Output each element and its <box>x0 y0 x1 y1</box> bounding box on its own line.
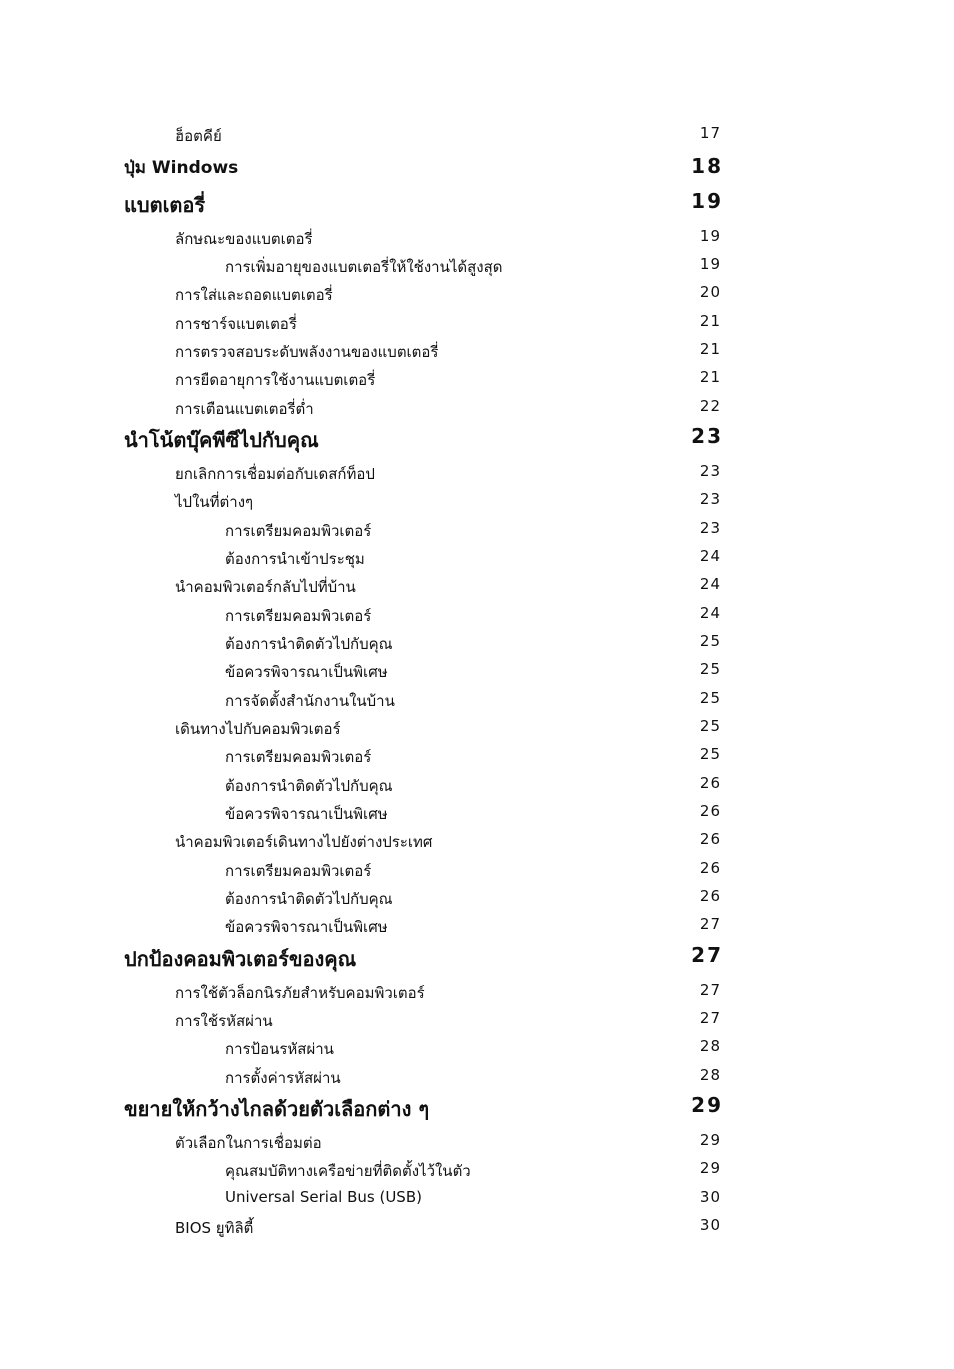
toc-subentry[interactable] <box>0 1188 954 1214</box>
toc-subentry-title: การเพิ่มอายุของแบตเตอรี่ให้ใช้งานได้สูงสุด <box>225 258 503 276</box>
toc-subentry-page: 26 <box>699 802 721 820</box>
toc-subentry-title: การเตรียมคอมพิวเตอร์ <box>225 748 372 766</box>
toc-subentry[interactable] <box>0 689 954 715</box>
toc-subentry[interactable] <box>0 519 954 545</box>
toc-subentry[interactable] <box>0 859 954 885</box>
toc-entry[interactable] <box>0 717 954 743</box>
toc-subentry[interactable] <box>0 887 954 913</box>
toc-chapter-page: 29 <box>691 1093 723 1117</box>
toc-entry-page: 25 <box>699 717 721 735</box>
toc-entry-page: 27 <box>699 1009 721 1027</box>
toc-subentry[interactable] <box>0 547 954 573</box>
toc-subentry-title: การป้อนรหัสผ่าน <box>225 1040 334 1058</box>
toc-subentry-page: 28 <box>699 1037 721 1055</box>
toc-entry-title: การใช้รหัสผ่าน <box>175 1012 273 1030</box>
toc-entry[interactable] <box>0 575 954 601</box>
toc-subentry[interactable] <box>0 1159 954 1185</box>
toc-chapter-page: 18 <box>691 154 723 178</box>
toc-entry-page: 20 <box>699 283 721 301</box>
toc-subentry-page: 25 <box>699 745 721 763</box>
toc-entry-title: ยกเลิกการเชื่อมต่อกับเดสก์ท็อป <box>175 465 375 483</box>
toc-subentry-page: 30 <box>699 1188 721 1206</box>
toc-entry[interactable] <box>0 1009 954 1035</box>
toc-subentry-title: ข้อควรพิจารณาเป็นพิเศษ <box>225 663 388 681</box>
toc-entry-title: เดินทางไปกับคอมพิวเตอร์ <box>175 720 341 738</box>
toc-entry[interactable] <box>0 397 954 423</box>
toc-entry-title: การเตือนแบตเตอรี่ต่ำ <box>175 400 314 418</box>
toc-subentry-page: 24 <box>699 547 721 565</box>
toc-subentry[interactable] <box>0 660 954 686</box>
toc-subentry-page: 26 <box>699 859 721 877</box>
toc-entry[interactable] <box>0 283 954 309</box>
toc-chapter-page: 27 <box>691 943 723 967</box>
toc-chapter-title: ปกป้องคอมพิวเตอร์ของคุณ <box>124 947 357 971</box>
toc-chapter[interactable] <box>0 154 954 180</box>
toc-entry[interactable] <box>0 227 954 253</box>
toc-entry[interactable] <box>0 830 954 856</box>
toc-chapter-title: แบตเตอรี่ <box>124 193 206 217</box>
toc-entry-page: 21 <box>699 340 721 358</box>
toc-subentry-title: Universal Serial Bus (USB) <box>225 1188 422 1206</box>
toc-subentry[interactable] <box>0 915 954 941</box>
toc-entry-page: 26 <box>699 830 721 848</box>
toc-entry[interactable] <box>0 368 954 394</box>
toc-chapter-page: 23 <box>691 424 723 448</box>
toc-chapter[interactable] <box>0 943 954 969</box>
toc-subentry[interactable] <box>0 1066 954 1092</box>
toc-subentry[interactable] <box>0 802 954 828</box>
toc-entry-title: การตรวจสอบระดับพลังงานของแบตเตอรี่ <box>175 343 439 361</box>
toc-entry-page: 19 <box>699 227 721 245</box>
toc-chapter-page: 19 <box>691 189 723 213</box>
toc-entry[interactable] <box>0 1131 954 1157</box>
toc-entry-title: ตัวเลือกในการเชื่อมต่อ <box>175 1134 322 1152</box>
toc-chapter[interactable] <box>0 424 954 450</box>
toc-subentry-page: 26 <box>699 887 721 905</box>
toc-subentry[interactable] <box>0 255 954 281</box>
toc-entry-page: 29 <box>699 1131 721 1149</box>
toc-entry[interactable] <box>0 462 954 488</box>
toc-subentry-page: 26 <box>699 774 721 792</box>
toc-entry-title: การยืดอายุการใช้งานแบตเตอรี่ <box>175 371 376 389</box>
toc-subentry-title: ต้องการนำเข้าประชุม <box>225 550 365 568</box>
toc-subentry-page: 25 <box>699 632 721 650</box>
toc-subentry[interactable] <box>0 745 954 771</box>
toc-entry[interactable] <box>0 124 954 150</box>
toc-entry-page: 30 <box>699 1216 721 1234</box>
toc-subentry-page: 25 <box>699 660 721 678</box>
toc-entry[interactable] <box>0 312 954 338</box>
toc-entry-page: 23 <box>699 462 721 480</box>
toc-subentry-title: ข้อควรพิจารณาเป็นพิเศษ <box>225 918 388 936</box>
toc-subentry-page: 27 <box>699 915 721 933</box>
toc-entry-page: 17 <box>699 124 721 142</box>
toc-subentry-title: การตั้งค่ารหัสผ่าน <box>225 1069 341 1087</box>
toc-entry[interactable] <box>0 340 954 366</box>
toc-entry-title: นำคอมพิวเตอร์กลับไปที่บ้าน <box>175 578 356 596</box>
toc-subentry-page: 28 <box>699 1066 721 1084</box>
toc-entry[interactable] <box>0 981 954 1007</box>
toc-entry-page: 27 <box>699 981 721 999</box>
toc-subentry[interactable] <box>0 632 954 658</box>
toc-entry-title: การใส่และถอดแบตเตอรี่ <box>175 286 333 304</box>
toc-entry-page: 21 <box>699 368 721 386</box>
toc-subentry-title: ต้องการนำติดตัวไปกับคุณ <box>225 777 393 795</box>
toc-subentry-title: การจัดตั้งสำนักงานในบ้าน <box>225 692 395 710</box>
toc-entry-title: การชาร์จแบตเตอรี่ <box>175 315 297 333</box>
toc-subentry-page: 29 <box>699 1159 721 1177</box>
toc-subentry[interactable] <box>0 774 954 800</box>
toc-subentry-page: 19 <box>699 255 721 273</box>
toc-chapter-title: นำโน้ตบุ๊คพีซีไปกับคุณ <box>124 428 319 452</box>
toc-entry-title: ฮ็อตคีย์ <box>175 127 222 145</box>
toc-subentry-title: คุณสมบัติทางเครือข่ายที่ติดตั้งไว้ในตัว <box>225 1162 471 1180</box>
toc-subentry-page: 23 <box>699 519 721 537</box>
toc-subentry-title: ต้องการนำติดตัวไปกับคุณ <box>225 635 393 653</box>
toc-entry-title: การใช้ตัวล็อกนิรภัยสำหรับคอมพิวเตอร์ <box>175 984 425 1002</box>
toc-entry-page: 22 <box>699 397 721 415</box>
toc-entry-title: นำคอมพิวเตอร์เดินทางไปยังต่างประเทศ <box>175 833 433 851</box>
toc-subentry-page: 24 <box>699 604 721 622</box>
toc-subentry-title: ข้อควรพิจารณาเป็นพิเศษ <box>225 805 388 823</box>
toc-chapter[interactable] <box>0 1093 954 1119</box>
toc-subentry-title: การเตรียมคอมพิวเตอร์ <box>225 607 372 625</box>
toc-subentry[interactable] <box>0 604 954 630</box>
toc-entry[interactable] <box>0 490 954 516</box>
toc-chapter-title: ปุ่ม Windows <box>124 158 239 178</box>
toc-entry-title: ไปในที่ต่างๆ <box>175 493 254 511</box>
toc-subentry-page: 25 <box>699 689 721 707</box>
toc-subentry-title: การเตรียมคอมพิวเตอร์ <box>225 862 372 880</box>
toc-subentry-title: การเตรียมคอมพิวเตอร์ <box>225 522 372 540</box>
toc-chapter[interactable] <box>0 189 954 215</box>
toc-subentry-title: ต้องการนำติดตัวไปกับคุณ <box>225 890 393 908</box>
toc-subentry[interactable] <box>0 1037 954 1063</box>
toc-entry[interactable] <box>0 1216 954 1242</box>
toc-entry-page: 24 <box>699 575 721 593</box>
toc-entry-page: 21 <box>699 312 721 330</box>
toc-entry-title: BIOS ยูทิลิตี้ <box>175 1219 254 1237</box>
toc-entry-page: 23 <box>699 490 721 508</box>
toc-entry-title: ลักษณะของแบตเตอรี่ <box>175 230 313 248</box>
toc-chapter-title: ขยายให้กว้างไกลด้วยตัวเลือกต่าง ๆ <box>124 1097 430 1121</box>
